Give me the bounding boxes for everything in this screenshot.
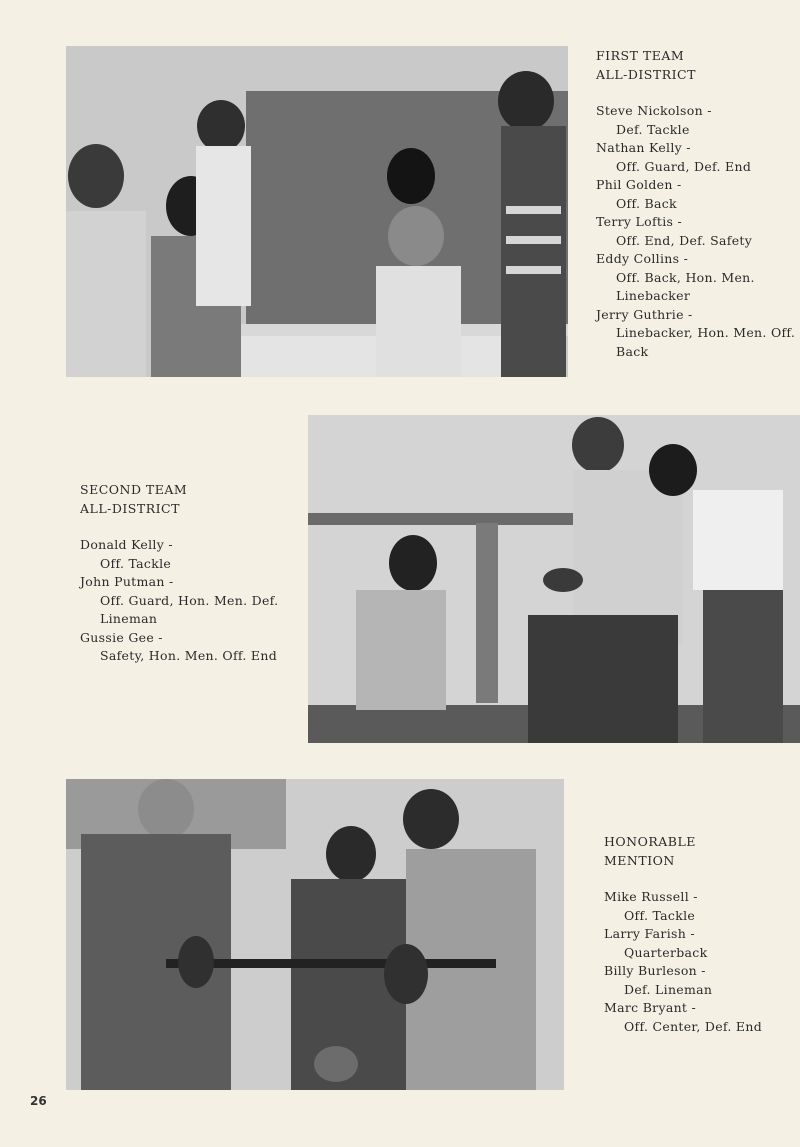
player-name: Terry Loftis - bbox=[596, 214, 683, 229]
first-team-block bbox=[596, 47, 800, 361]
player-position: Off. End, Def. Safety bbox=[616, 232, 753, 248]
player-position: Off. Tackle bbox=[100, 555, 172, 571]
player-name: Steve Nickolson - bbox=[596, 103, 712, 118]
player-position: Back bbox=[616, 343, 649, 359]
honorable-mention-list bbox=[604, 888, 800, 1036]
honorable-mention-heading-line-1: HONORABLE bbox=[604, 834, 696, 849]
second-team-list bbox=[80, 536, 304, 666]
player-position: Off. Back, Hon. Men. bbox=[616, 269, 755, 285]
player-position: Quarterback bbox=[624, 944, 708, 960]
player-position: Linebacker, Hon. Men. Off. bbox=[616, 325, 796, 340]
player-position: Def. Tackle bbox=[616, 121, 690, 137]
player-name: Gussie Gee - bbox=[80, 629, 163, 645]
player-position: Off. Center, Def. End bbox=[624, 1018, 763, 1034]
first-team-heading-line-1: FIRST TEAM bbox=[596, 48, 685, 63]
second-team-heading-line-1: SECOND TEAM bbox=[80, 482, 188, 497]
first-team-heading bbox=[596, 47, 800, 84]
player-name: Billy Burleson - bbox=[604, 963, 706, 978]
honorable-mention-heading-line-2: MENTION bbox=[604, 852, 675, 868]
second-team-heading-line-2: ALL-DISTRICT bbox=[80, 500, 180, 516]
player-position: Off. Tackle bbox=[624, 907, 696, 923]
player-name: Eddy Collins - bbox=[596, 251, 689, 266]
photo-chalkboard bbox=[66, 46, 568, 377]
player-position: Safety, Hon. Men. Off. End bbox=[100, 648, 278, 663]
player-name: John Putman - bbox=[80, 574, 174, 589]
player-name: Donald Kelly - bbox=[80, 537, 173, 552]
photo-locker-room-art bbox=[308, 415, 800, 743]
page-number: 26 bbox=[30, 1094, 47, 1108]
first-team-list bbox=[596, 102, 800, 361]
second-team-heading bbox=[80, 481, 304, 518]
player-position: Lineman bbox=[100, 611, 158, 626]
honorable-mention-block bbox=[604, 833, 800, 1036]
player-position: Off. Guard, Def. End bbox=[616, 158, 752, 174]
player-name: Mike Russell - bbox=[604, 889, 698, 904]
photo-locker-room bbox=[308, 415, 800, 743]
player-name: Marc Bryant - bbox=[604, 1000, 697, 1015]
honorable-mention-heading bbox=[604, 833, 800, 870]
second-team-block bbox=[80, 481, 304, 666]
player-name: Phil Golden - bbox=[596, 177, 682, 192]
player-position: Def. Lineman bbox=[624, 981, 713, 997]
player-position: Off. Guard, Hon. Men. Def. bbox=[100, 592, 279, 608]
photo-weightlifting-art bbox=[66, 779, 564, 1090]
first-team-heading-line-2: ALL-DISTRICT bbox=[596, 66, 696, 82]
player-name: Nathan Kelly - bbox=[596, 140, 691, 155]
player-name: Larry Farish - bbox=[604, 926, 695, 941]
player-position: Off. Back bbox=[616, 195, 677, 211]
photo-chalkboard-art bbox=[66, 46, 568, 377]
player-name: Jerry Guthrie - bbox=[596, 306, 693, 322]
player-position: Linebacker bbox=[616, 288, 691, 303]
photo-weightlifting bbox=[66, 779, 564, 1090]
